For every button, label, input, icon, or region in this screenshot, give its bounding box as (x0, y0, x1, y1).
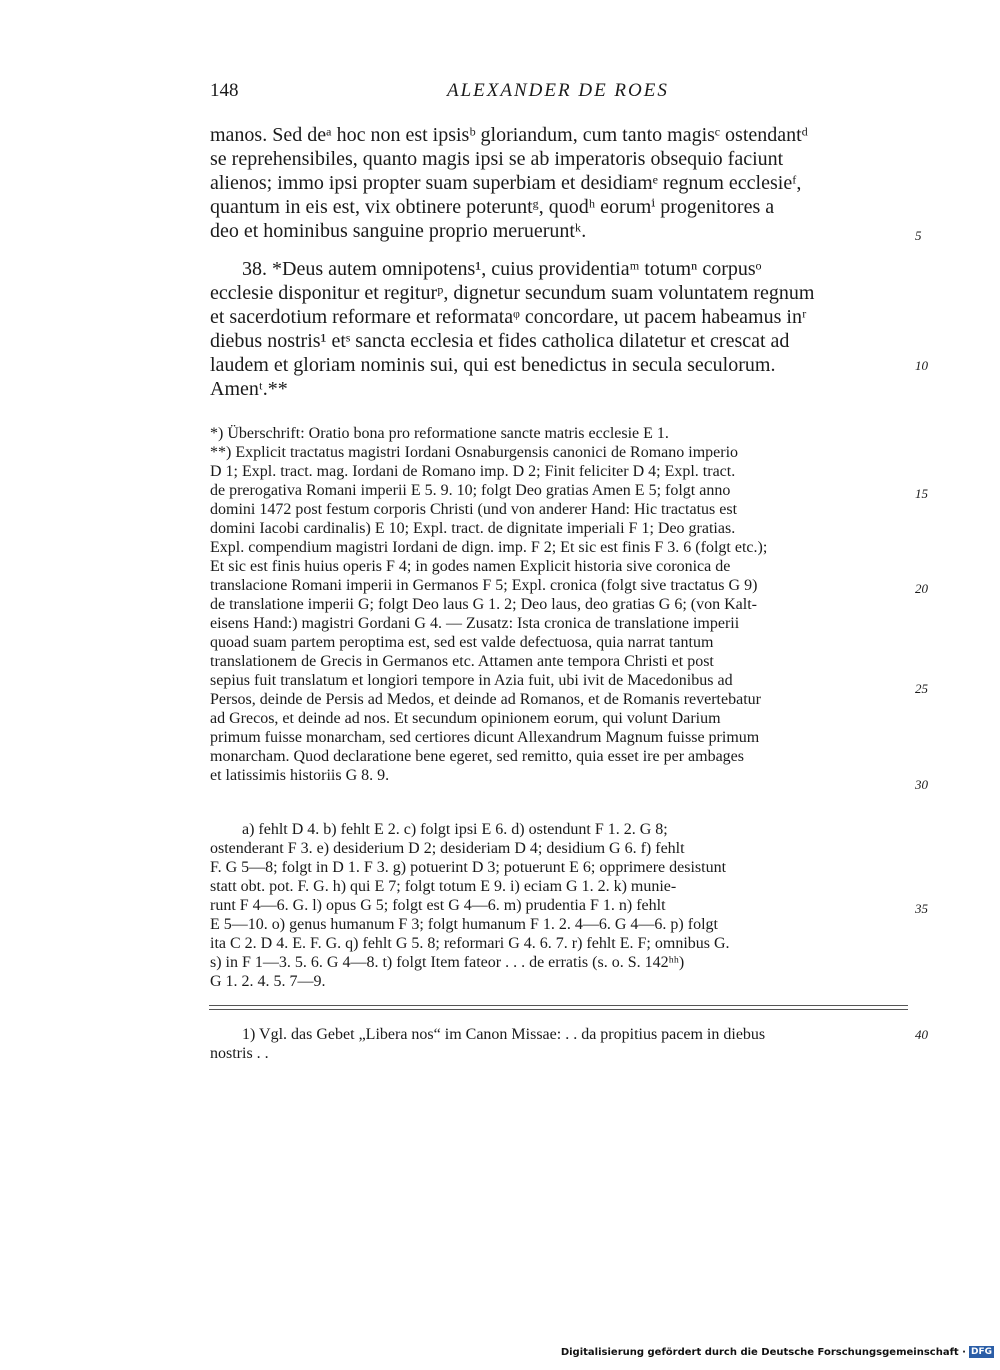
apparatus-line: G 1. 2. 4. 5. 7—9. (210, 973, 326, 990)
footnote-rule (209, 1009, 908, 1010)
main-line: quantum in eis est, vix obtinere poteruntᵍ, quodʰ eorumⁱ progenitores a (210, 196, 775, 218)
line-number: 30 (915, 777, 928, 792)
main-line: et sacerdotium reformare et reformataᵠ concordare, ut pacem habeamus inʳ (210, 306, 807, 328)
apparatus-line: E 5—10. o) genus humanum F 3; folgt humanum F 1. 2. 4—6. G 4—6. p) folgt (210, 916, 718, 933)
footnote-line: nostris . . (210, 1045, 269, 1062)
line-number: 10 (915, 358, 928, 373)
main-line: deo et hominibus sanguine proprio merueruntᵏ. (210, 220, 587, 242)
note-line: Persos, deinde de Persis ad Medos, et deinde ad Romanos, et de Romanis revertebatur (210, 691, 761, 708)
note-line: de prerogativa Romani imperii E 5. 9. 10; folgt Deo gratias Amen E 5; folgt anno (210, 482, 731, 499)
running-title: ALEXANDER DE ROES (447, 80, 669, 101)
line-number: 20 (915, 581, 928, 596)
apparatus-line: ita C 2. D 4. E. F. G. q) fehlt G 5. 8; reformari G 4. 6. 7. r) fehlt E. F; omnibus G. (210, 935, 730, 952)
note-line: Expl. compendium magistri Iordani de dign. imp. F 2; Et sic est finis F 3. 6 (folgt etc.); (210, 539, 768, 556)
main-line: 38. *Deus autem omnipotens¹, cuius providentiaᵐ totumⁿ corpusᵒ (242, 258, 762, 280)
note-line: *) Überschrift: Oratio bona pro reformatione sancte matris ecclesie E 1. (210, 425, 669, 442)
note-line: sepius fuit translatum et longiori tempore in Azia fuit, ubi ivit de Macedonibus ad (210, 672, 733, 689)
note-line: domini Iacobi cardinalis) E 10; Expl. tract. de dignitate imperiali F 1; Deo gratias. (210, 520, 736, 537)
note-line: eisens Hand:) magistri Gordani G 4. — Zusatz: Ista cronica de translatione imperii (210, 615, 740, 632)
note-line: primum fuisse monarcham, sed certiores dicunt Allexandrum Magnum fuisse primum (210, 729, 760, 746)
main-line: se reprehensibiles, quanto magis ipsi se ab imperatoris obsequio faciunt (210, 148, 784, 170)
main-line: diebus nostris¹ etˢ sancta ecclesia et fides catholica dilatetur et crescat ad (210, 330, 790, 352)
line-number: 35 (915, 901, 928, 916)
main-line: Amenᵗ.** (210, 378, 288, 400)
page-number: 148 (210, 80, 239, 101)
main-line: manos. Sed deᵃ hoc non est ipsisᵇ gloriandum, cum tanto magisᶜ ostendantᵈ (210, 124, 808, 146)
apparatus-line: s) in F 1—3. 5. 6. G 4—8. t) folgt Item fateor . . . de erratis (s. o. S. 142ʰʰ) (210, 954, 685, 971)
note-line: **) Explicit tractatus magistri Iordani Osnaburgensis canonici de Romano imperio (210, 444, 739, 461)
main-line: ecclesie disponitur et regiturᵖ, dignetur secundum suam voluntatem regnum (210, 282, 815, 304)
line-number: 40 (915, 1027, 928, 1042)
note-line: translacione Romani imperii in Germanos F 5; Expl. cronica (folgt sive tractatus G 9) (210, 577, 758, 594)
dfg-logo: DFG (970, 1347, 992, 1357)
apparatus-line: a) fehlt D 4. b) fehlt E 2. c) folgt ipsi E 6. d) ostendunt F 1. 2. G 8; (242, 821, 668, 838)
footnote-line: 1) Vgl. das Gebet „Libera nos“ im Canon Missae: . . da propitius pacem in diebus (242, 1026, 766, 1043)
line-number: 25 (915, 681, 928, 696)
apparatus-line: runt F 4—6. G. l) opus G 5; folgt est G 4—6. m) prudentia F 1. n) fehlt (210, 897, 666, 914)
note-line: de translatione imperii G; folgt Deo laus G 1. 2; Deo laus, deo gratias G 6; (von Kalt- (210, 596, 757, 613)
note-line: translationem de Grecis in Germanos etc. Attamen ante tempora Christi et post (210, 653, 714, 670)
note-line: et latissimis historiis G 8. 9. (210, 767, 390, 784)
line-number: 5 (915, 228, 922, 243)
main-line: alienos; immo ipsi propter suam superbiam et desidiamᵉ regnum ecclesieᶠ, (210, 172, 802, 194)
apparatus-line: statt obt. pot. F. G. h) qui E 7; folgt totum E 9. i) eciam G 1. 2. k) munie- (210, 878, 677, 895)
note-line: Et sic est finis huius operis F 4; in godes namen Explicit historia sive coronica de (210, 558, 731, 575)
note-line: monarcham. Quod declaratione bene egeret, sed remitto, quia esset ire per ambages (210, 748, 744, 765)
footnote-rule (209, 1005, 908, 1006)
apparatus-line: ostenderant F 3. e) desiderium D 2; desideriam D 4; desidium G 6. f) fehlt (210, 840, 685, 857)
digitization-credit (561, 1346, 994, 1358)
main-line: laudem et gloriam nominis sui, qui est benedictus in secula seculorum. (210, 354, 776, 376)
credit-text: Digitalisierung gefördert durch die Deutsche Forschungsgemeinschaft · (560, 1346, 966, 1358)
apparatus-line: F. G 5—8; folgt in D 1. F 3. g) potuerint D 3; potuerunt E 6; opprimere desistunt (210, 859, 727, 876)
note-line: D 1; Expl. tract. mag. Iordani de Romano imp. D 2; Finit feliciter D 4; Expl. tract. (210, 463, 736, 480)
note-line: domini 1472 post festum corporis Christi (und von anderer Hand: Hic tractatus est (210, 501, 738, 518)
note-line: quoad suam partem peroptima est, sed est valde defectuosa, quia narrat tantum (210, 634, 714, 651)
note-line: ad Grecos, et deinde ad nos. Et secundum opinionem eorum, qui volunt Darium (210, 710, 721, 727)
line-number: 15 (915, 486, 928, 501)
